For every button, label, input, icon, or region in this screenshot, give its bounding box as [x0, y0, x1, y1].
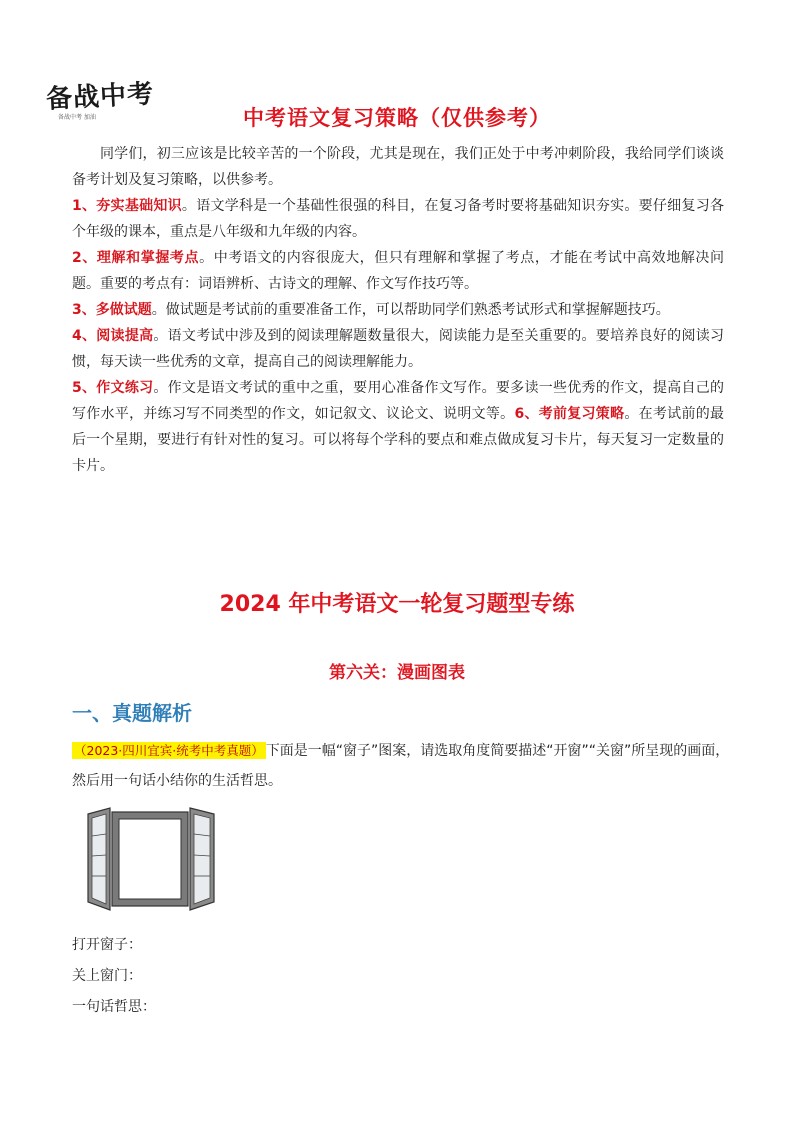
intro-paragraph: 同学们，初三应该是比较辛苦的一个阶段，尤其是现在，我们正处于中考冲刺阶段，我给同学们谈谈备考计划及复习策略，以供参考。 — [72, 146, 724, 188]
tip-6-head: 6、考前复习策略 — [514, 406, 625, 422]
tip-3-head: 3、多做试题 — [72, 302, 152, 318]
strategy-body — [72, 141, 724, 479]
tip-2-text: 。中考语文的内容很庞大，但只有理解和掌握了考点，才能在考试中高效地解决问题。重要的考点有：词语辨析、古诗文的理解、作文写作技巧等。 — [72, 250, 725, 292]
logo-text: 备战中考 — [45, 79, 155, 115]
tip-4-text: 。语文考试中涉及到的阅读理解题数量很大，阅读能力是至关重要的。要培养良好的阅读习惯，每天读一些优秀的文章，提高自己的阅读理解能力。 — [72, 328, 724, 370]
tip-5 — [72, 375, 724, 479]
answer-open-window: 打开窗子： — [72, 937, 142, 953]
source-tag: （2023·四川宜宾·统考中考真题） — [74, 743, 264, 758]
tip-1 — [72, 193, 724, 245]
section-title: 2024 年中考语文一轮复习题型专练 — [219, 592, 575, 617]
tip-3-text: 。做试题是考试前的重要准备工作，可以帮助同学们熟悉考试形式和掌握解题技巧。 — [151, 302, 670, 318]
answer-close-window: 关上窗门： — [72, 968, 142, 984]
tip-5-text: 。作文是语文考试的重中之重，要用心准备作文写作。要多读一些优秀的作文，提高自己的写作水平，并练习写不同类型的作文，如记叙文、议论文、说明文等。 — [72, 380, 724, 422]
tip-6-text: 。在考试前的最后一个星期，要进行有针对性的复习。可以将每个学科的要点和难点做成复习卡片，每天复习一定数量的卡片。 — [72, 406, 724, 474]
page-title: 中考语文复习策略（仅供参考） — [243, 106, 551, 130]
question — [72, 736, 732, 796]
answer-philosophy: 一句话哲思： — [72, 999, 156, 1015]
tip-2 — [72, 245, 724, 297]
sub-title: 第六关：漫画图表 — [329, 663, 465, 683]
answer-lines — [72, 930, 156, 1023]
heading-analysis: 一、真题解析 — [72, 701, 192, 725]
tip-4 — [72, 323, 724, 375]
window-illustration — [86, 806, 216, 912]
tip-5-head: 5、作文练习 — [72, 380, 154, 396]
logo-subtext: 备战中考 加油 — [58, 114, 96, 121]
tip-4-head: 4、阅读提高 — [72, 328, 154, 344]
question-text: 下面是一幅“窗子”图案，请选取角度简要描述“开窗”“关窗”所呈现的画面，然后用一句话小结你的生活哲思。 — [72, 743, 730, 789]
tip-1-head: 1、夯实基础知识 — [72, 198, 182, 214]
tip-2-head: 2、理解和掌握考点 — [72, 250, 200, 266]
tip-3 — [72, 297, 724, 323]
tip-1-text: 。语文学科是一个基础性很强的科目，在复习备考时要将基础知识夯实。要仔细复习各个年级的课本，重点是八年级和九年级的内容。 — [72, 198, 724, 240]
